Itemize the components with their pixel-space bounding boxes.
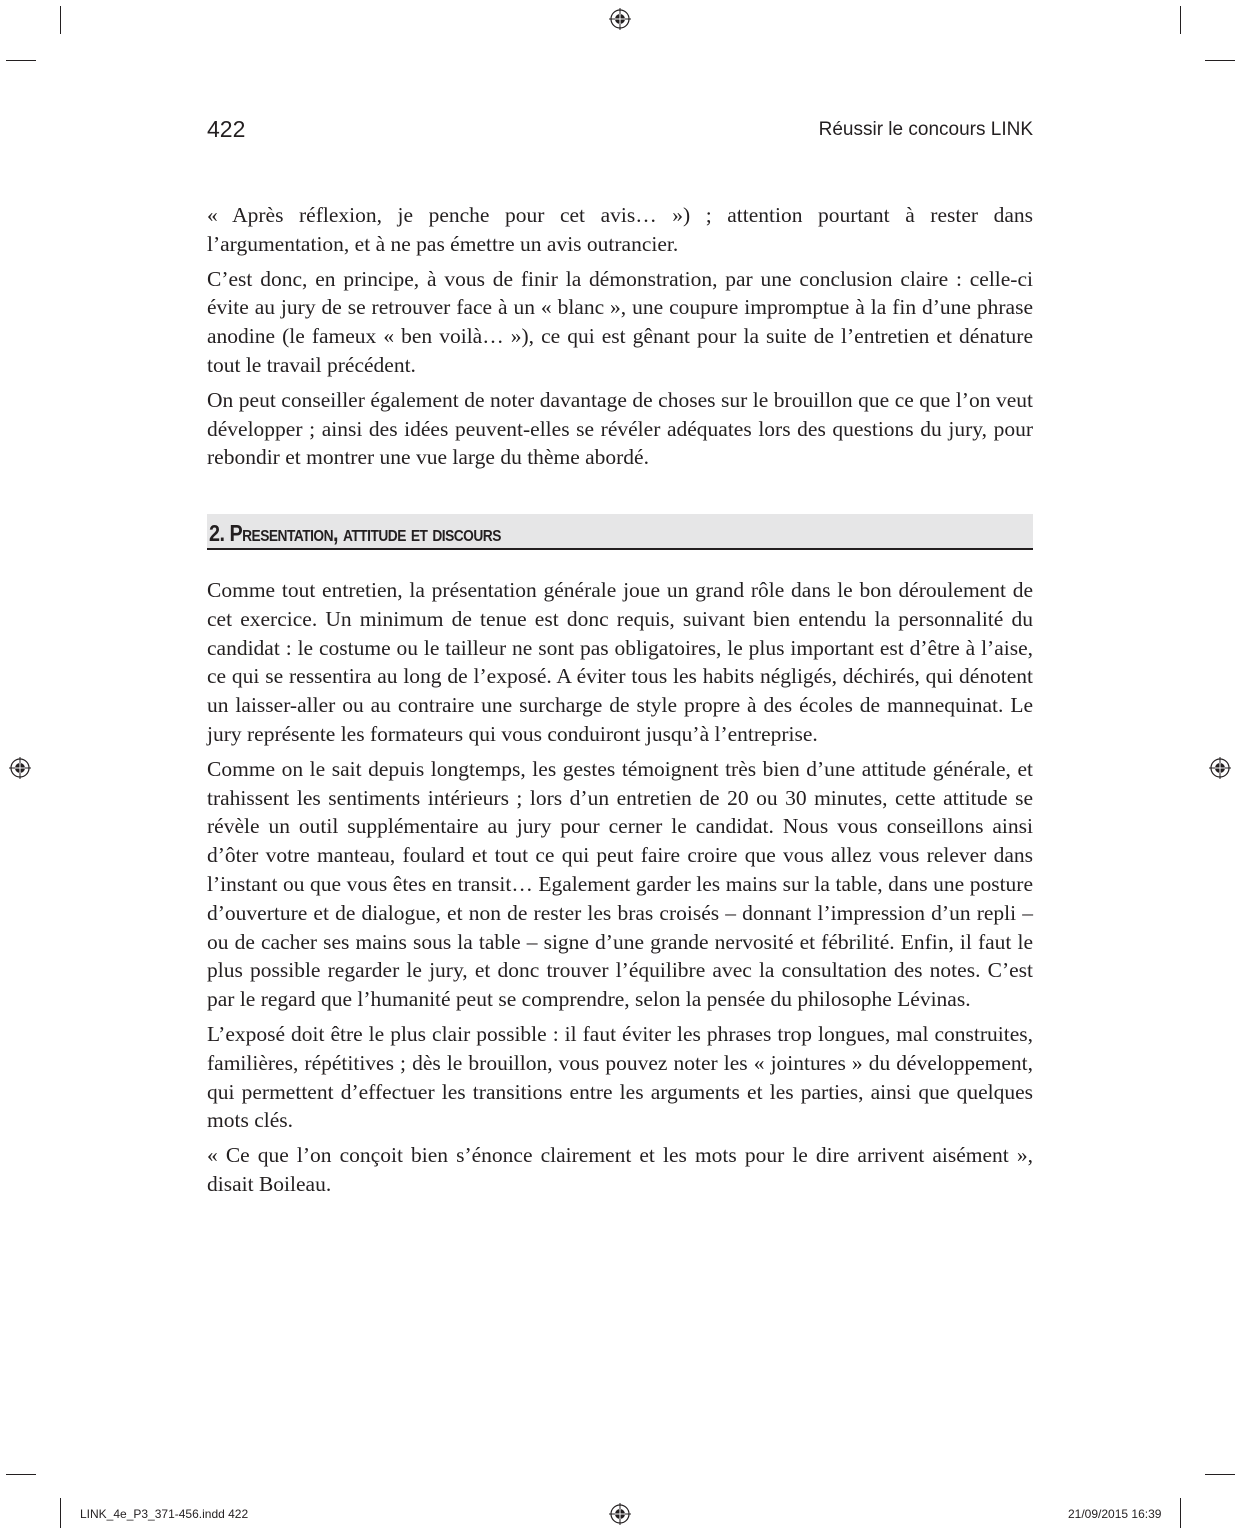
page-number: 422 xyxy=(207,116,246,142)
registration-mark-icon xyxy=(9,757,31,779)
paragraph: C’est donc, en principe, à vous de finir la démonstration, par une conclusion claire : celle-ci évite au jury de se retrouver face à un « blanc », une coupure impromptue à la fin d’une phrase anodine (le fameux « ben voilà… »), ce qui est gênant pour la suite de l’entretien et dénature tout le travail précédent. xyxy=(207,266,1033,377)
slug-date-time: 21/09/2015 16:39 xyxy=(1068,1507,1162,1521)
registration-mark-icon xyxy=(609,8,631,30)
crop-mark-bottom-right-vertical xyxy=(1180,1498,1181,1528)
paragraph: Comme on le sait depuis longtemps, les gestes témoignent très bien d’une attitude générale, et trahissent les sentiments intérieurs ; lors d’un entretien de 20 ou 30 minutes, cette attitude se révèle un outil supplémentaire au jury pour cerner le candidat. Nous vous conseillons ainsi d’ôter votre manteau, foulard et tout ce qui peut faire croire que vous allez vous relever dans l’instant ou que vous êtes en transit… Egalement garder les mains sur la table, dans une posture d’ouverture et de dialogue, et non de rester les bras croisés – donnant l’impression d’un repli – ou de cacher ses mains sous la table – signe d’une grande nervosité et fébrilité. Enfin, il faut le plus possible regarder le jury, et donc trouver l’équilibre avec la consultation des notes. C’est par le regard que l’humanité peut se comprendre, selon la pensée du philosophe Lévinas. xyxy=(207,756,1033,1012)
paragraph: Comme tout entretien, la présentation générale joue un grand rôle dans le bon déroulement de cet exercice. Un minimum de tenue est donc requis, suivant bien entendu la personnalité du candidat : le costume ou le tailleur ne sont pas obligatoires, le plus important est d’être à l’aise, ce qui se ressentira au long de l’exposé. A éviter tous les habits négligés, déchirés, qui dénotent un laisser-aller ou au contraire une surcharge de style propre à des écoles de mannequinat. Le jury représente les formateurs qui vous conduiront jusqu’à l’entreprise. xyxy=(207,578,1033,746)
section-heading xyxy=(207,514,1033,550)
crop-mark-bottom-left-horizontal xyxy=(6,1474,36,1475)
book-title: Réussir le concours LINK xyxy=(818,119,1033,140)
paragraph: « Ce que l’on conçoit bien s’énonce clairement et les mots pour le dire arrivent aisément », disait Boileau. xyxy=(207,1143,1033,1196)
section-text-block xyxy=(207,576,1033,1199)
crop-mark-bottom-left-vertical xyxy=(60,1498,61,1528)
slug-file-name: LINK_4e_P3_371-456.indd 422 xyxy=(80,1507,249,1521)
registration-mark-icon xyxy=(609,1503,631,1525)
paragraph: On peut conseiller également de noter davantage de choses sur le brouillon que ce que l’on veut développer ; ainsi des idées peuvent-elles se révéler adéquates lors des questions du jury, pour rebondir et montrer une vue large du thème abordé. xyxy=(207,387,1033,470)
crop-mark-top-left-horizontal xyxy=(6,60,36,61)
running-head xyxy=(207,116,1033,146)
paragraph: « Après réflexion, je penche pour cet avis… ») ; attention pourtant à rester dans l’argumentation, et à ne pas émettre un avis outrancier. xyxy=(207,203,1033,256)
section-title: 2. Presentation, attitude et discours xyxy=(209,520,501,546)
crop-mark-top-right-vertical xyxy=(1180,6,1181,34)
crop-mark-top-right-horizontal xyxy=(1205,60,1235,61)
intro-text-block xyxy=(207,201,1033,472)
crop-mark-bottom-right-horizontal xyxy=(1205,1474,1235,1475)
crop-mark-top-left-vertical xyxy=(60,6,61,34)
registration-mark-icon xyxy=(1209,757,1231,779)
paragraph: L’exposé doit être le plus clair possible : il faut éviter les phrases trop longues, mal construites, familières, répétitives ; dès le brouillon, vous pouvez noter les « jointures » du développement, qui permettent d’effectuer les transitions entre les arguments et les parties, ainsi que quelques mots clés. xyxy=(207,1021,1033,1133)
